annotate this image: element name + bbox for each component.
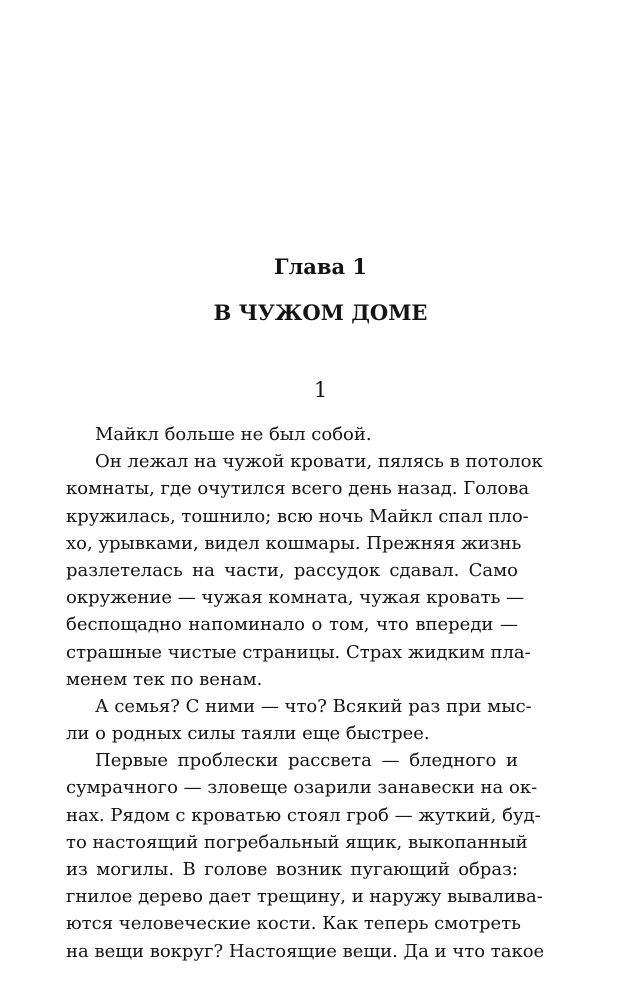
text-line: окружение — чужая комната, чужая кровать — xyxy=(66,587,525,609)
text-line: ются человеческие кости. Как теперь смотреть xyxy=(66,913,521,935)
chapter-title: В ЧУЖОМ ДОМЕ xyxy=(213,300,428,325)
text-line: Майкл больше не был собой. xyxy=(95,424,372,445)
text-line: гнилое дерево дает трещину, и наружу вывалива- xyxy=(66,886,543,908)
text-line: кружилась, тошнило; всю ночь Майкл спал пло- xyxy=(66,505,529,527)
chapter-label: Глава 1 xyxy=(273,254,368,279)
text-line: нах. Рядом с кроватью стоял гроб — жуткий, буд- xyxy=(66,804,541,826)
text-line: хо, урывками, видел кошмары. Прежняя жизнь xyxy=(66,532,522,554)
text-line: из могилы. В голове возник пугающий образ: xyxy=(66,859,518,880)
text-line: страшные чистые страницы. Страх жидким пла- xyxy=(66,641,531,663)
text-line: менем тек по венам. xyxy=(66,668,263,690)
text-line: сумрачного — зловеще озарили занавески на ок- xyxy=(66,777,538,799)
text-line: комнаты, где очутился всего день назад. Голова xyxy=(66,478,530,500)
body-text xyxy=(66,421,545,965)
text-line: Первые проблески рассвета — бледного и xyxy=(95,750,518,772)
text-line: то настоящий погребальный ящик, выкопанный xyxy=(66,831,528,853)
text-line: А семья? С ними — что? Всякий раз при мыс- xyxy=(95,695,532,717)
section-number: 1 xyxy=(313,378,328,402)
text-line: Он лежал на чужой кровати, пялясь в потолок xyxy=(95,451,543,473)
text-line: на вещи вокруг? Настоящие вещи. Да и что такое xyxy=(66,940,545,962)
text-line: ли о родных силы таяли еще быстрее. xyxy=(66,723,430,745)
text-line: беспощадно напоминало о том, что впереди — xyxy=(66,614,518,636)
text-line: разлетелась на части, рассудок сдавал. Само xyxy=(66,559,518,581)
